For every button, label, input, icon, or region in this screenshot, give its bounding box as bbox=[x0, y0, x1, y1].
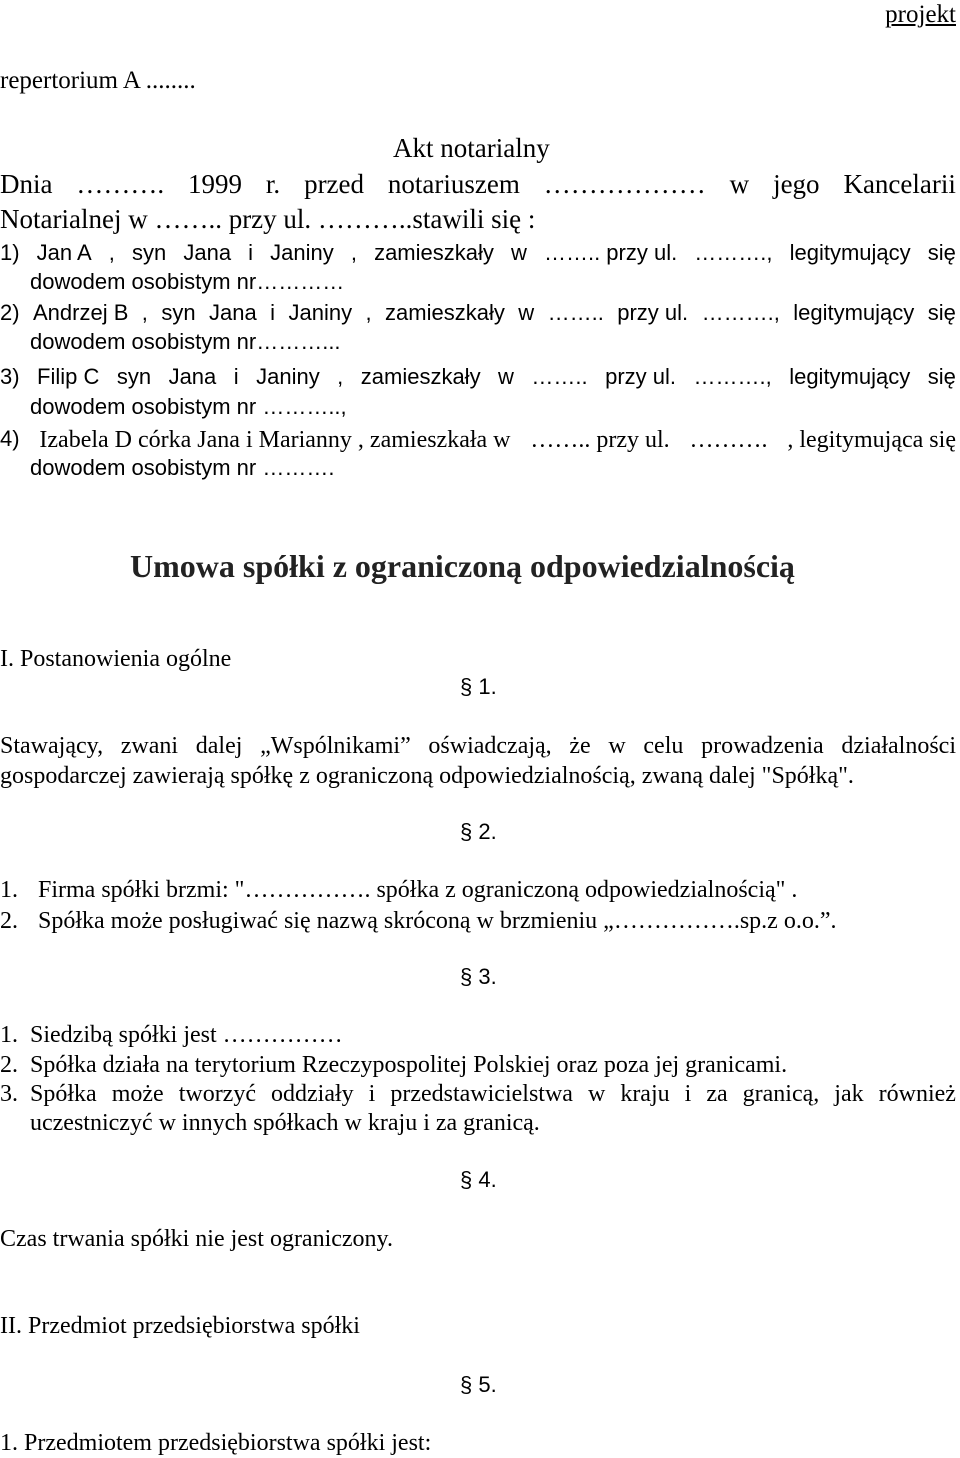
para3-item3-word: za bbox=[706, 1081, 728, 1107]
person-word: Janiny bbox=[256, 364, 320, 389]
person-word: w bbox=[510, 240, 527, 265]
paragraph-1-line2: gospodarczej zawierają spółkę z ograniczoną odpowiedzialnością, zwaną dalej "Spółką". bbox=[0, 763, 854, 789]
person-word: i bbox=[233, 364, 239, 389]
paragraph-4-mark: § 4. bbox=[460, 1167, 497, 1192]
person-word: syn bbox=[132, 240, 167, 265]
person-3-line bbox=[0, 366, 956, 388]
person-word: przy ul. bbox=[617, 300, 689, 325]
draft-label: projekt bbox=[885, 1, 956, 28]
act-date-word: r. bbox=[265, 169, 281, 199]
act-date-word: jego bbox=[773, 169, 820, 199]
paragraph-1-word: że bbox=[569, 733, 591, 759]
paragraph-2-mark: § 2. bbox=[460, 819, 497, 844]
paragraph-1-word: zwani bbox=[120, 733, 179, 759]
para3-item3-word: i bbox=[684, 1081, 692, 1107]
person-word: syn bbox=[161, 300, 196, 325]
para3-item2-num: 2. bbox=[0, 1052, 18, 1078]
paragraph-3-mark: § 3. bbox=[460, 964, 497, 989]
person-word: , legitymująca się bbox=[787, 427, 956, 453]
para3-item3-word: jak bbox=[834, 1081, 864, 1107]
person-word: przy ul. bbox=[605, 364, 677, 389]
paragraph-1-word: „Wspólnikami” bbox=[260, 733, 411, 759]
paragraph-1-word: Stawający, bbox=[0, 733, 104, 759]
person-word: Janiny bbox=[288, 300, 353, 325]
person-word: legitymujący bbox=[789, 364, 911, 389]
para3-item3-word: i bbox=[368, 1081, 376, 1107]
document-title: Umowa spółki z ograniczoną odpowiedzialnością bbox=[130, 548, 795, 584]
para3-item3-word: przedstawicielstwa bbox=[390, 1081, 573, 1107]
para3-item1-text: Siedzibą spółki jest …………… bbox=[30, 1022, 343, 1048]
act-date-word: Dnia bbox=[0, 169, 53, 199]
person-word: …….. przy ul. bbox=[543, 240, 678, 265]
para3-item3-line2: uczestniczyć w innych spółkach w kraju i za granicą. bbox=[30, 1110, 540, 1136]
act-office-line: Notarialnej w …….. przy ul. ………..stawili się : bbox=[0, 204, 536, 234]
para3-item3-word: Spółka bbox=[30, 1081, 97, 1107]
paragraph-1-word: prowadzenia bbox=[701, 733, 824, 759]
repertorium-line: repertorium A ........ bbox=[0, 67, 196, 94]
act-date-word: przed bbox=[304, 169, 365, 199]
person-word: Jana bbox=[183, 240, 232, 265]
para3-item3-word: tworzyć bbox=[178, 1081, 256, 1107]
person-word: w bbox=[518, 300, 535, 325]
para3-item3-word: oddziały bbox=[271, 1081, 354, 1107]
person-2-line bbox=[0, 302, 956, 324]
act-date-word: 1999 bbox=[188, 169, 243, 199]
paragraph-1-word: oświadczają, bbox=[428, 733, 552, 759]
act-date-word: Kancelarii bbox=[843, 169, 956, 199]
person-word: zamieszkały bbox=[385, 300, 505, 325]
person-word: zamieszkały bbox=[374, 240, 494, 265]
person-word: ………., bbox=[693, 364, 772, 389]
person-word: Andrzej B bbox=[32, 300, 129, 325]
act-date-line bbox=[0, 171, 956, 198]
person-number: 3) bbox=[0, 364, 20, 389]
person-word: , bbox=[337, 364, 344, 389]
para3-item3-word: kraju bbox=[620, 1081, 670, 1107]
person-1-line bbox=[0, 242, 956, 264]
para3-item2-text: Spółka działa na terytorium Rzeczypospolitej Polskiej oraz poza jej granicami. bbox=[30, 1052, 788, 1078]
person-word: i bbox=[270, 300, 276, 325]
para3-item3-word: może bbox=[111, 1081, 164, 1107]
person-word: legitymujący bbox=[789, 240, 911, 265]
paragraph-1-mark: § 1. bbox=[460, 674, 497, 699]
person-4-line bbox=[0, 428, 956, 452]
para2-item2-text: Spółka może posługiwać się nazwą skróconą w brzmieniu „…………….sp.z o.o.”. bbox=[38, 908, 837, 934]
paragraph-1-word: działalności bbox=[841, 733, 956, 759]
para3-item3-line1 bbox=[30, 1082, 956, 1106]
person-word: Jana bbox=[209, 300, 257, 325]
person-word: ………. bbox=[689, 427, 768, 453]
para3-item1-num: 1. bbox=[0, 1022, 18, 1048]
person-1-id: dowodem osobistym nr………… bbox=[30, 269, 345, 294]
person-number: 1) bbox=[0, 240, 20, 265]
act-date-word: w bbox=[729, 169, 750, 199]
person-4-id: dowodem osobistym nr ………. bbox=[30, 455, 335, 480]
person-word: , bbox=[141, 300, 148, 325]
person-word: ………., bbox=[701, 300, 780, 325]
act-date-word: ………. bbox=[76, 169, 165, 199]
person-word: …….. bbox=[531, 364, 588, 389]
person-word: zamieszkały bbox=[360, 364, 481, 389]
paragraph-1-line1 bbox=[0, 734, 956, 758]
person-word: legitymujący bbox=[793, 300, 915, 325]
para2-item1-num: 1. bbox=[0, 877, 18, 903]
person-word: Filip C bbox=[37, 364, 100, 389]
para2-item1-text: Firma spółki brzmi: "……………. spółka z ograniczoną odpowiedzialnością" . bbox=[38, 877, 798, 903]
person-2-id: dowodem osobistym nr………... bbox=[30, 329, 341, 354]
person-word: i bbox=[248, 240, 254, 265]
person-word: , bbox=[350, 240, 357, 265]
paragraph-1-word: celu bbox=[643, 733, 684, 759]
paragraph-5-mark: § 5. bbox=[460, 1372, 497, 1397]
paragraph-4-text: Czas trwania spółki nie jest ograniczony. bbox=[0, 1226, 393, 1252]
para3-item3-num: 3. bbox=[0, 1081, 18, 1107]
person-word: , bbox=[365, 300, 372, 325]
para3-item3-word: również bbox=[878, 1081, 956, 1107]
act-date-word: notariuszem bbox=[387, 169, 520, 199]
person-word: Jana bbox=[168, 364, 217, 389]
person-word: w bbox=[498, 364, 514, 389]
person-word: Janiny bbox=[270, 240, 334, 265]
person-word: się bbox=[927, 240, 956, 265]
section-2-heading: II. Przedmiot przedsiębiorstwa spółki bbox=[0, 1313, 360, 1339]
paragraph-1-word: dalej bbox=[195, 733, 243, 759]
person-word: …….. przy ul. bbox=[530, 427, 670, 453]
person-word: ………., bbox=[694, 240, 773, 265]
person-number: 2) bbox=[0, 300, 20, 325]
para3-item3-word: w bbox=[587, 1081, 606, 1107]
para3-item3-word: granicą, bbox=[742, 1081, 820, 1107]
person-word: , bbox=[108, 240, 115, 265]
person-word: Jan A bbox=[36, 240, 92, 265]
person-word: syn bbox=[116, 364, 152, 389]
person-word: …….. bbox=[547, 300, 604, 325]
act-heading: Akt notarialny bbox=[393, 133, 550, 163]
person-word: się bbox=[927, 300, 956, 325]
paragraph-1-word: w bbox=[608, 733, 626, 759]
person-3-id: dowodem osobistym nr ……….., bbox=[30, 394, 347, 419]
paragraph-5-item1: 1. Przedmiotem przedsiębiorstwa spółki jest: bbox=[0, 1430, 432, 1456]
person-number: 4) bbox=[0, 426, 20, 451]
act-date-word: ……………… bbox=[543, 169, 706, 199]
section-1-heading: I. Postanowienia ogólne bbox=[0, 646, 232, 672]
person-word: się bbox=[927, 364, 956, 389]
person-word: Izabela D córka Jana i Marianny , zamieszkała w bbox=[39, 427, 511, 453]
para2-item2-num: 2. bbox=[0, 908, 18, 934]
